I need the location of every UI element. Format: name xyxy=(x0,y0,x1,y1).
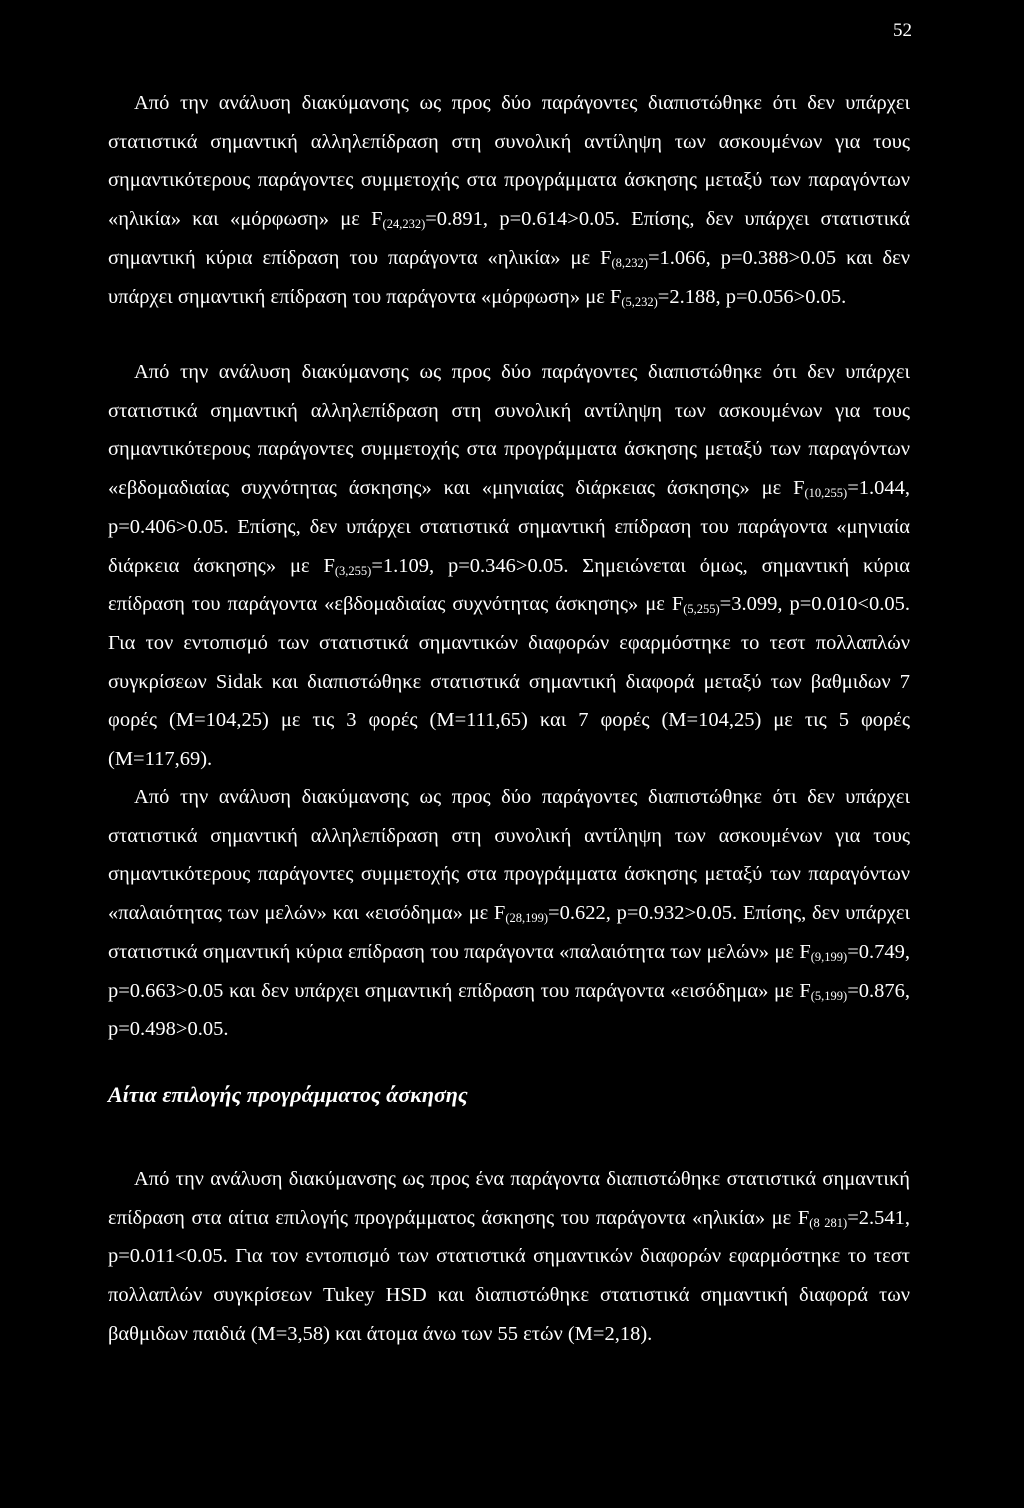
f-subscript: (3,255) xyxy=(334,563,372,578)
f-subscript: (9,199) xyxy=(810,949,848,964)
paragraph-reasons-age-effect xyxy=(108,1160,910,1354)
text-run: =1.066, p=0.388>0.05 και δεν υπάρχει σημαντική επίδραση του παράγοντα «μόρφωση» με F xyxy=(108,246,910,308)
text-run: =0.891, p=0.614>0.05. Επίσης, δεν υπάρχει στατιστικά σημαντική κύρια επίδραση του παράγοντα «ηλικία» με F xyxy=(108,208,910,269)
paragraph-age-education-interaction xyxy=(108,84,910,316)
text-run: Από την ανάλυση διακύμανσης ως προς δύο παράγοντες διαπιστώθηκε ότι δεν υπάρχει στατιστικά σημαντική αλληλεπίδραση στη συνολική αντίληψη των ασκουμένων για τους σημαντικότερους παράγοντες συμμετοχής στα προγράμματα άσκησης μεταξύ των παραγόντων «ηλικία» και «μόρφωση» με F xyxy=(108,92,910,231)
f-subscript: (10,255) xyxy=(804,486,848,501)
f-subscript: (24,232) xyxy=(382,217,426,232)
f-subscript: (5,255) xyxy=(683,602,720,617)
f-subscript: (5,232) xyxy=(621,294,658,309)
text-run: =0.876, p=0.498>0.05. xyxy=(108,979,910,1041)
text-run: =3.099, p=0.010<0.05. Για τον εντοπισμό των στατιστικά σημαντικών διαφορών εφαρμόστηκε το τεστ πολλαπλών συγκρίσεων Sidak και διαπιστώθηκε στατιστικά σημαντική διαφορά μεταξύ των βαθμιδων 7 φορές (M=104,25) με τις 3 φορές (M=111,65) και 7 φορές (M=104,25) με τις 5 φορές (M=117,69). xyxy=(108,593,910,771)
text-run: =2.188, p=0.056>0.05. xyxy=(657,285,847,308)
f-subscript: (8 281) xyxy=(809,1215,848,1230)
f-subscript: (5,199) xyxy=(810,988,848,1003)
text-run: =0.622, p=0.932>0.05. Επίσης, δεν υπάρχει στατιστικά σημαντική κύρια επίδραση του παράγοντα «παλαιότητα των μελών» με F xyxy=(108,902,910,963)
section-heading: Αίτια επιλογής προγράμματος άσκησης xyxy=(108,1082,468,1107)
f-subscript: (28,199) xyxy=(505,911,549,926)
paragraph-membership-income-interaction xyxy=(108,778,910,1049)
f-subscript: (8,232) xyxy=(611,255,648,270)
text-run: =0.749, p=0.663>0.05 και δεν υπάρχει σημαντική επίδραση του παράγοντα «εισόδημα» με F xyxy=(108,940,910,1002)
text-run: Από την ανάλυση διακύμανσης ως προς ένα παράγοντα διαπιστώθηκε στατιστικά σημαντική επίδραση στα αίτια επιλογής προγράμματος άσκησης του παράγοντα «ηλικία» με F xyxy=(108,1168,910,1229)
page-number: 52 xyxy=(893,20,912,41)
text-run: =1.109, p=0.346>0.05. Σημειώνεται όμως, σημαντική κύρια επίδραση του παράγοντα «εβδομαδιαίας συχνότητας άσκησης» με F xyxy=(108,554,910,616)
text-run: Από την ανάλυση διακύμανσης ως προς δύο παράγοντες διαπιστώθηκε ότι δεν υπάρχει στατιστικά σημαντική αλληλεπίδραση στη συνολική αντίληψη των ασκουμένων για τους σημαντικότερους παράγοντες συμμετοχής στα προγράμματα άσκησης μεταξύ των παραγόντων «εβδομαδιαίας συχνότητας άσκησης» και «μηνιαίας διάρκειας άσκησης» με F xyxy=(108,361,910,500)
text-run: =2.541, p=0.011<0.05. Για τον εντοπισμό των στατιστικά σημαντικών διαφορών εφαρμόστηκε το τεστ πολλαπλών συγκρίσεων Tukey HSD και διαπιστώθηκε στατιστικά σημαντική διαφορά των βαθμιδων παιδιά (M=3,58) και άτομα άνω των 55 ετών (M=2,18). xyxy=(108,1206,911,1345)
paragraph-frequency-duration-interaction xyxy=(108,353,910,779)
text-run: =1.044, p=0.406>0.05. Επίσης, δεν υπάρχει στατιστικά σημαντική επίδραση του παράγοντα «μηνιαία διάρκεια άσκησης» με F xyxy=(108,477,910,577)
text-run: Από την ανάλυση διακύμανσης ως προς δύο παράγοντες διαπιστώθηκε ότι δεν υπάρχει στατιστικά σημαντική αλληλεπίδραση στη συνολική αντίληψη των ασκουμένων για τους σημαντικότερους παράγοντες συμμετοχής στα προγράμματα άσκησης μεταξύ των παραγόντων «παλαιότητας των μελών» και «εισόδημα» με F xyxy=(108,786,910,925)
